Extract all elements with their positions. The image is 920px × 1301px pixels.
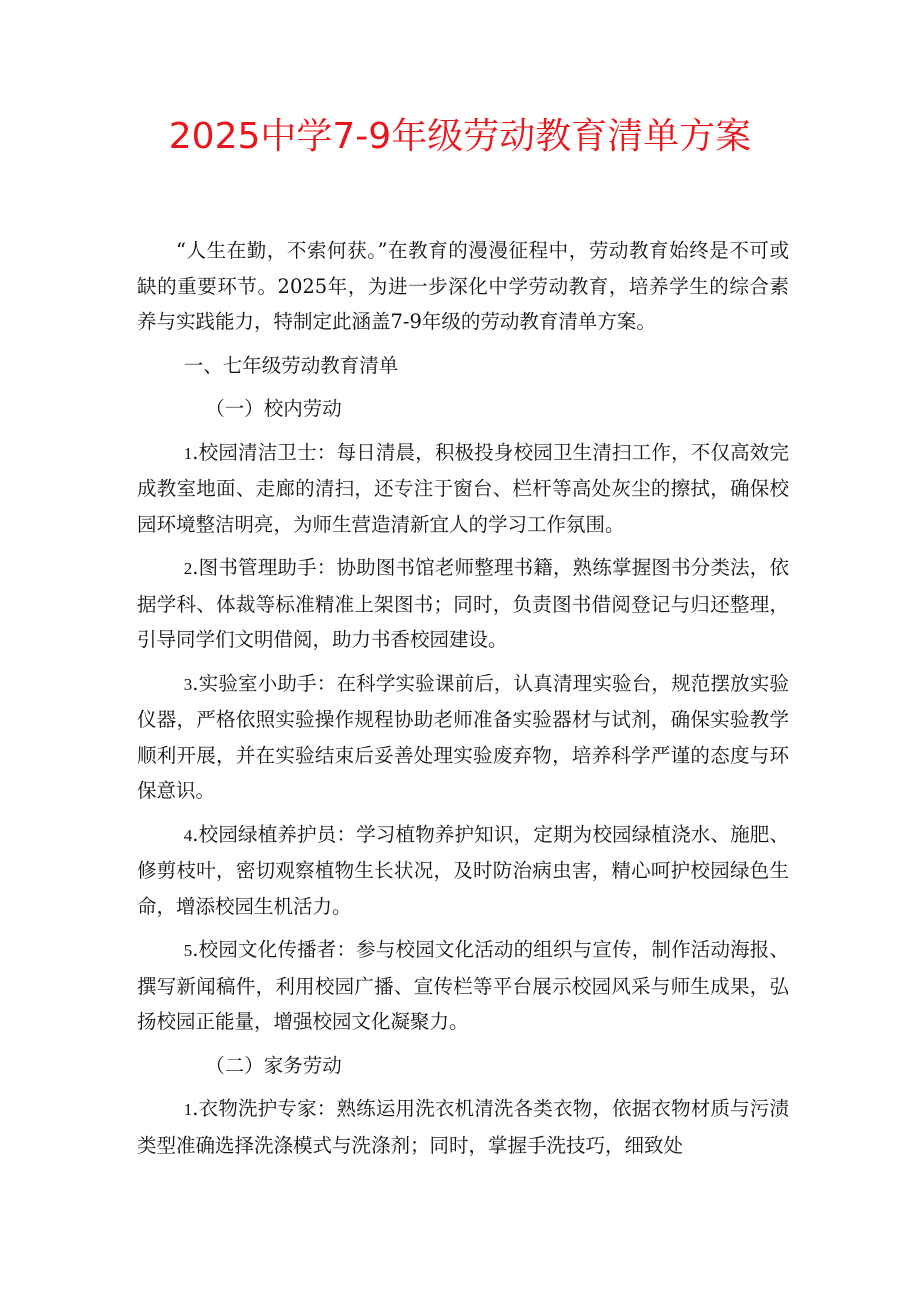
list-item xyxy=(137,550,789,658)
document-title: 2025中学7-9年级劳动教育清单方案 xyxy=(168,116,752,157)
item-text: .衣物洗护专家：熟练运用洗衣机清洗各类衣物，依据衣物材质与污渍类型准确选择洗涤模式与洗涤剂；同时，掌握手洗技巧，细致处 xyxy=(137,1097,789,1157)
document-body xyxy=(137,233,789,1171)
item-text: .校园清洁卫士：每日清晨，积极投身校园卫生清扫工作，不仅高效完成教室地面、走廊的清扫，还专注于窗台、栏杆等高处灰尘的擦拭，确保校园环境整洁明亮，为师生营造清新宜人的学习工作氛围。 xyxy=(137,440,789,536)
item-number: 1 xyxy=(183,1100,193,1119)
list-item xyxy=(137,435,789,543)
intro-paragraph: “人生在勤，不索何获。”在教育的漫漫征程中，劳动教育始终是不可或缺的重要环节。2025年，为进一步深化中学劳动教育，培养学生的综合素养与实践能力，特制定此涵盖7-9年级的劳动教育清单方案。 xyxy=(137,239,789,333)
list-item xyxy=(137,1091,789,1163)
item-number: 1 xyxy=(183,443,193,463)
list-item xyxy=(137,932,789,1040)
item-text: .校园文化传播者：参与校园文化活动的组织与宣传，制作活动海报、撰写新闻稿件，利用校园广播、宣传栏等平台展示校园风采与师生成果，弘扬校园正能量，增强校园文化凝聚力。 xyxy=(137,938,789,1033)
section-heading-grade7: 一、七年级劳动教育清单 xyxy=(183,353,399,377)
item-number: 5 xyxy=(183,941,193,960)
item-text: .实验室小助手：在科学实验课前后，认真清理实验台，规范摆放实验仪器，严格依照实验操作规程协助老师准备实验器材与试剂，确保实验教学顺利开展，并在实验结束后妥善处理实验废弃物，培养科学严谨的态度与环保意识。 xyxy=(137,671,789,802)
list-item xyxy=(137,817,789,925)
list-item xyxy=(137,666,789,809)
item-number: 2 xyxy=(183,559,193,578)
item-text: .校园绿植养护员：学习植物养护知识，定期为校园绿植浇水、施肥、修剪枝叶，密切观察植物生长状况，及时防治病虫害，精心呵护校园绿色生命，增添校园生机活力。 xyxy=(137,822,789,918)
item-number: 4 xyxy=(183,825,193,845)
subsection-heading-home: （二）家务劳动 xyxy=(205,1053,342,1077)
item-number: 3 xyxy=(183,674,193,694)
item-text: .图书管理助手：协助图书馆老师整理书籍，熟练掌握图书分类法，依据学科、体裁等标准精准上架图书；同时，负责图书借阅登记与归还整理，引导同学们文明借阅，助力书香校园建设。 xyxy=(137,556,789,651)
subsection-heading-school: （一）校内劳动 xyxy=(205,397,342,420)
